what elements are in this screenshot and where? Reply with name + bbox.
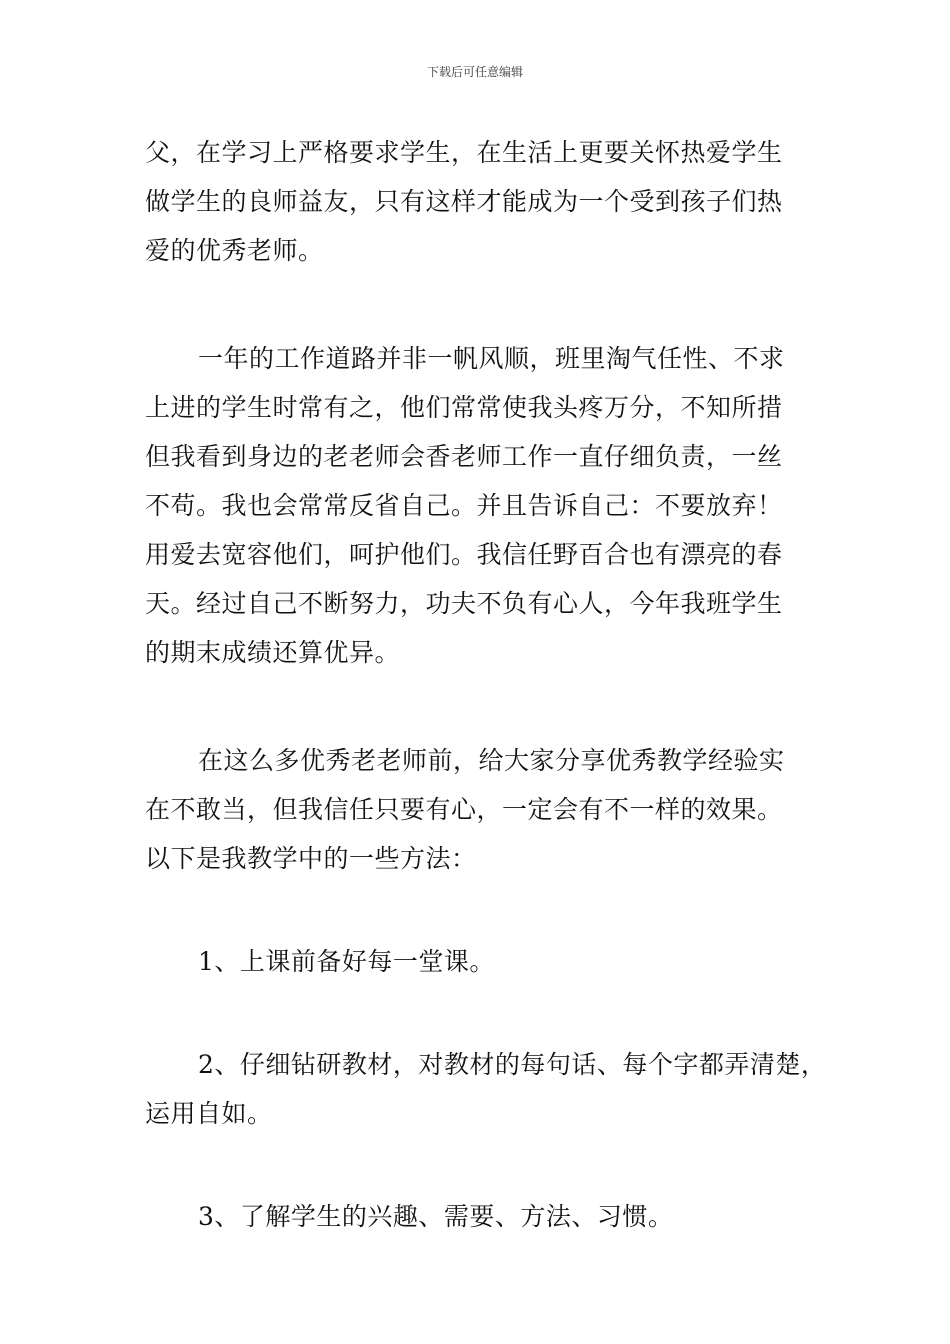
- text-line: 运用自如。: [145, 1099, 273, 1128]
- text-line: 做学生的良师益友，只有这样才能成为一个受到孩子们热: [145, 187, 783, 216]
- list-item: [145, 1192, 825, 1241]
- text-line: 爱的优秀老师。: [145, 236, 324, 265]
- paragraph: [145, 334, 825, 677]
- list-item: [145, 937, 825, 986]
- text-line: 不苟。我也会常常反省自己。并且告诉自己：不要放弃！: [145, 491, 783, 520]
- text-line: 父，在学习上严格要求学生，在生活上更要关怀热爱学生: [145, 138, 783, 167]
- text-line: 2、仔细钻研教材，对教材的每句话、每个字都弄清楚，: [198, 1050, 827, 1079]
- list-item: [145, 1040, 825, 1138]
- text-line: 的期末成绩还算优异。: [145, 638, 401, 667]
- text-line: 上进的学生时常有之，他们常常使我头疼万分，不知所措: [145, 393, 783, 422]
- text-line: 1、上课前备好每一堂课。: [198, 947, 495, 976]
- text-line: 在这么多优秀老老师前，给大家分享优秀教学经验实: [198, 746, 785, 775]
- text-line: 但我看到身边的老老师会香老师工作一直仔细负责，一丝: [145, 442, 783, 471]
- text-line: 以下是我教学中的一些方法：: [145, 844, 477, 873]
- paragraph: [145, 736, 825, 883]
- document-body: [145, 128, 825, 1241]
- text-line: 用爱去宽容他们，呵护他们。我信任野百合也有漂亮的春: [145, 540, 783, 569]
- text-line: 3、了解学生的兴趣、需要、方法、习惯。: [198, 1202, 674, 1231]
- text-line: 一年的工作道路并非一帆风顺，班里淘气任性、不求: [198, 344, 785, 373]
- text-line: 在不敢当，但我信任只要有心，一定会有不一样的效果。: [145, 795, 783, 824]
- paragraph: [145, 128, 825, 275]
- page-header: 下载后可任意编辑: [426, 65, 523, 79]
- text-line: 天。经过自己不断努力，功夫不负有心人，今年我班学生: [145, 589, 783, 618]
